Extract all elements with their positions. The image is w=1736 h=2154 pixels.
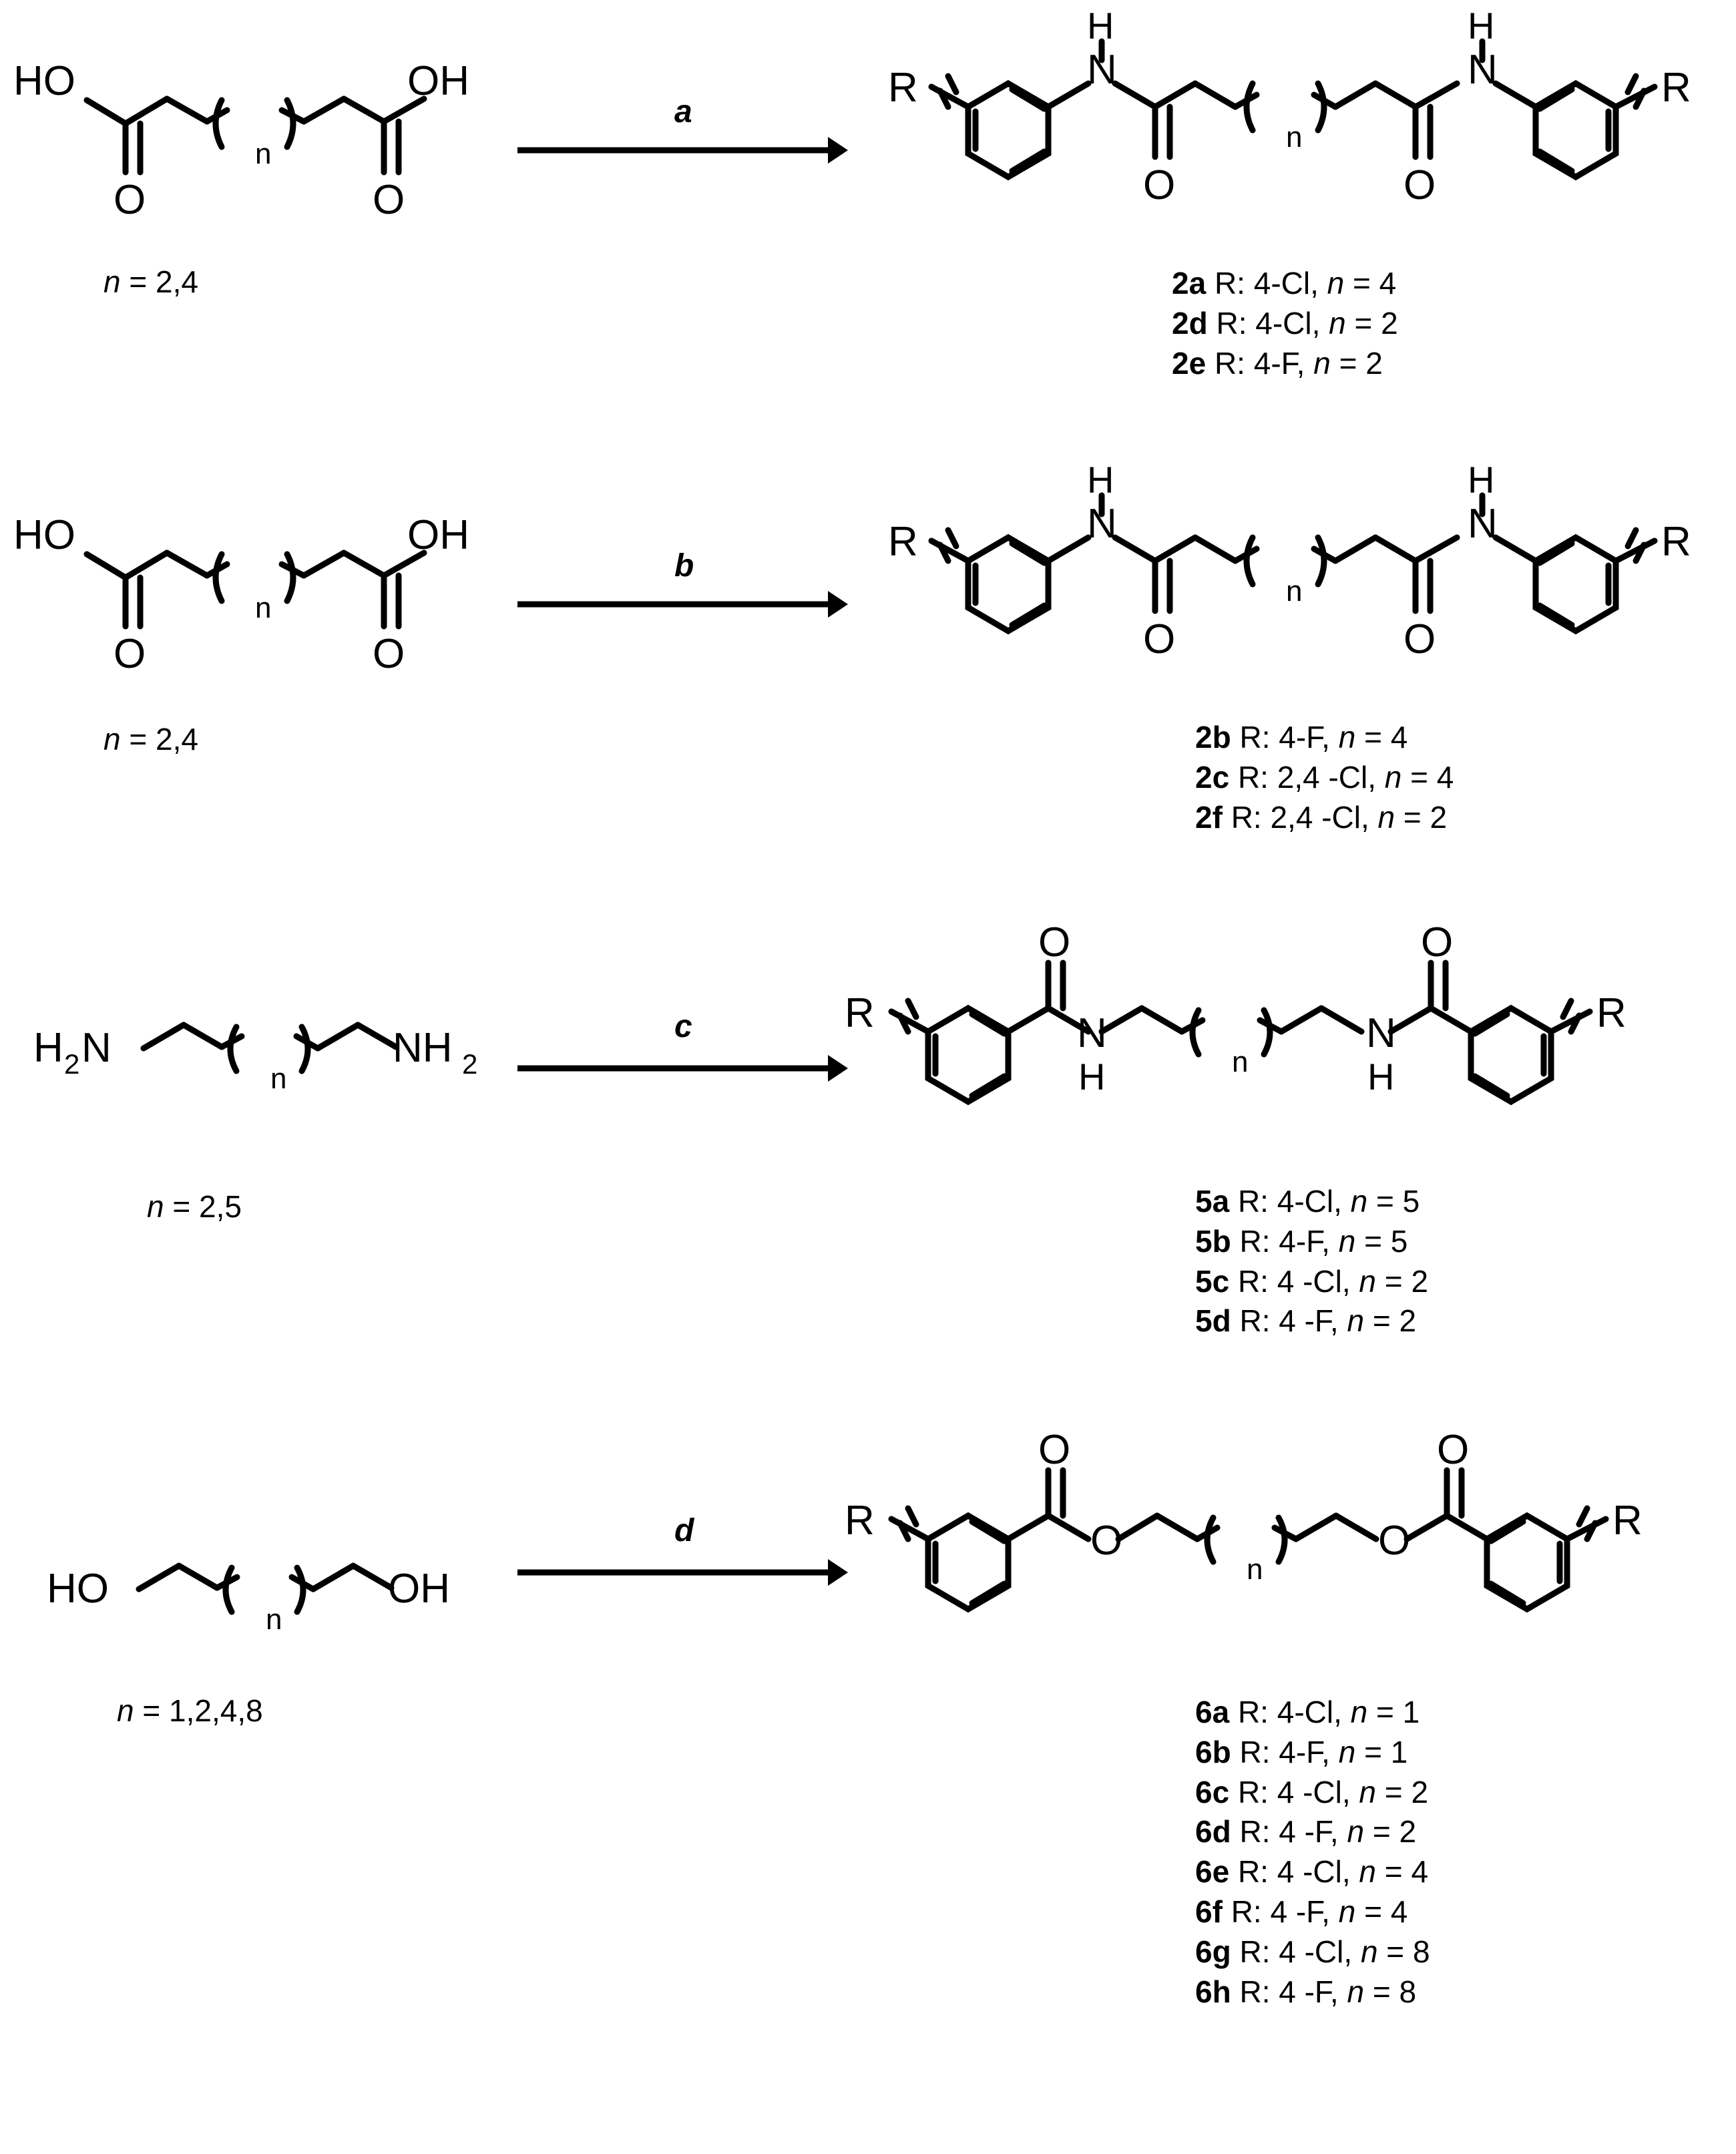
atom-label-H2N: H: [33, 1025, 63, 1071]
atom-label-N-right: N: [1366, 1010, 1396, 1056]
product-list-d: [1195, 1693, 1430, 2012]
product-entry: 2a R: 4-Cl, n = 4: [1172, 266, 1397, 300]
product-entry: 2e R: 4-F, n = 2: [1172, 345, 1383, 381]
atom-label-R-left: R: [888, 519, 918, 565]
atom-label-N: N: [81, 1025, 112, 1071]
atom-label-O-left: O: [1143, 616, 1176, 662]
product-entry: 6a R: 4-Cl, n = 1: [1195, 1695, 1420, 1729]
product-list-b: [1195, 718, 1454, 837]
chain-subscript-n: n: [1247, 1553, 1263, 1586]
atom-label-O-ester-right: O: [1378, 1518, 1411, 1564]
atom-label-O-left: O: [114, 177, 146, 220]
reaction-arrow-c: [514, 1052, 848, 1092]
reaction-arrow-b: [514, 588, 848, 628]
atom-label-O-right: O: [1403, 162, 1436, 208]
reactant-diacid-a: [7, 20, 474, 220]
atom-label-HO: HO: [47, 1566, 109, 1612]
reaction-arrow-a: [514, 134, 848, 174]
atom-label-O-left: O: [114, 631, 146, 674]
atom-label-H-left: H: [1087, 7, 1114, 47]
chain-subscript-n: n: [266, 1603, 282, 1636]
product-entry: 6h R: 4 -F, n = 8: [1195, 1974, 1417, 2009]
atom-label-H-left: H: [1078, 1056, 1106, 1098]
chain-subscript-n: n: [1232, 1046, 1249, 1078]
reactant-diacid-b: [7, 474, 474, 674]
product-entry: 5a R: 4-Cl, n = 5: [1195, 1184, 1420, 1219]
product-entry: 6b R: 4-F, n = 1: [1195, 1734, 1408, 1769]
atom-label-O-ester-left: O: [1090, 1518, 1123, 1564]
atom-subscript-2: 2: [462, 1048, 478, 1080]
atom-label-R-right: R: [1661, 65, 1691, 111]
condition-label-a: a: [674, 94, 692, 130]
product-bisamide-a: [881, 7, 1729, 234]
reactant-diamine-c: [27, 975, 494, 1122]
atom-label-O-left: O: [1038, 921, 1071, 965]
atom-label-N-right: N: [1468, 47, 1498, 93]
atom-label-O-right: O: [373, 177, 405, 220]
product-entry: 2d R: 4-Cl, n = 2: [1172, 305, 1398, 341]
reactant-n-label-b: n = 2,4: [103, 722, 198, 757]
product-entry: 5c R: 4 -Cl, n = 2: [1195, 1263, 1429, 1299]
atom-label-H-right: H: [1367, 1056, 1395, 1098]
reactant-n-label-a: n = 2,4: [103, 264, 198, 299]
condition-label-d: d: [674, 1513, 694, 1548]
atom-label-HO: HO: [13, 58, 75, 104]
atom-label-R-right: R: [1612, 1498, 1643, 1544]
product-diester-d: [838, 1422, 1733, 1649]
atom-label-R-left: R: [845, 990, 875, 1036]
chain-subscript-n: n: [1286, 575, 1303, 608]
product-bisbenzamide-c: [838, 921, 1733, 1148]
atom-label-O-top-left: O: [1038, 1427, 1071, 1473]
atom-label-O-right: O: [1403, 616, 1436, 662]
reaction-arrow-d: [514, 1556, 848, 1596]
atom-label-R-right: R: [1596, 990, 1626, 1036]
chain-subscript-n: n: [1286, 121, 1303, 154]
atom-label-H-left: H: [1087, 461, 1114, 501]
atom-label-HO: HO: [13, 512, 75, 558]
atom-label-OH: OH: [407, 58, 469, 104]
atom-label-H-right: H: [1468, 461, 1495, 501]
atom-label-H-right: H: [1468, 7, 1495, 47]
atom-label-O-left: O: [1143, 162, 1176, 208]
atom-label-OH: OH: [407, 512, 469, 558]
reactant-n-label-d: n = 1,2,4,8: [117, 1693, 263, 1728]
atom-label-N-left: N: [1077, 1010, 1107, 1056]
atom-label-N-left: N: [1087, 47, 1117, 93]
condition-label-c: c: [674, 1009, 692, 1044]
atom-label-O-top-right: O: [1437, 1427, 1470, 1473]
product-entry: 2f R: 2,4 -Cl, n = 2: [1195, 799, 1448, 835]
product-list-c: [1195, 1182, 1428, 1341]
reactant-diol-d: [40, 1516, 467, 1649]
atom-label-N-left: N: [1087, 501, 1117, 547]
product-entry: 6e R: 4 -Cl, n = 4: [1195, 1854, 1429, 1890]
product-entry: 5b R: 4-F, n = 5: [1195, 1223, 1408, 1259]
atom-label-R-right: R: [1661, 519, 1691, 565]
atom-label-R-left: R: [888, 65, 918, 111]
atom-subscript-2: 2: [64, 1048, 80, 1080]
atom-label-O-right: O: [1421, 921, 1454, 965]
product-entry: 2c R: 2,4 -Cl, n = 4: [1195, 759, 1454, 795]
chain-subscript-n: n: [255, 138, 272, 170]
product-entry: 6c R: 4 -Cl, n = 2: [1195, 1774, 1429, 1809]
atom-label-O-right: O: [373, 631, 405, 674]
chain-subscript-n: n: [255, 592, 272, 624]
product-entry: 5d R: 4 -F, n = 2: [1195, 1303, 1417, 1339]
chain-subscript-n: n: [270, 1062, 287, 1095]
atom-label-NH: NH: [393, 1025, 453, 1071]
reactant-n-label-c: n = 2,5: [147, 1189, 242, 1224]
product-entry: 6d R: 4 -F, n = 2: [1195, 1814, 1417, 1850]
atom-label-N-right: N: [1468, 501, 1498, 547]
atom-label-OH: OH: [388, 1566, 450, 1612]
product-list-a: [1172, 264, 1398, 383]
product-entry: 2b R: 4-F, n = 4: [1195, 720, 1408, 755]
atom-label-R-left: R: [845, 1498, 875, 1544]
product-entry: 6g R: 4 -Cl, n = 8: [1195, 1934, 1430, 1969]
condition-label-b: b: [674, 548, 694, 584]
product-bisamide-b: [881, 461, 1729, 688]
product-entry: 6f R: 4 -F, n = 4: [1195, 1894, 1408, 1929]
